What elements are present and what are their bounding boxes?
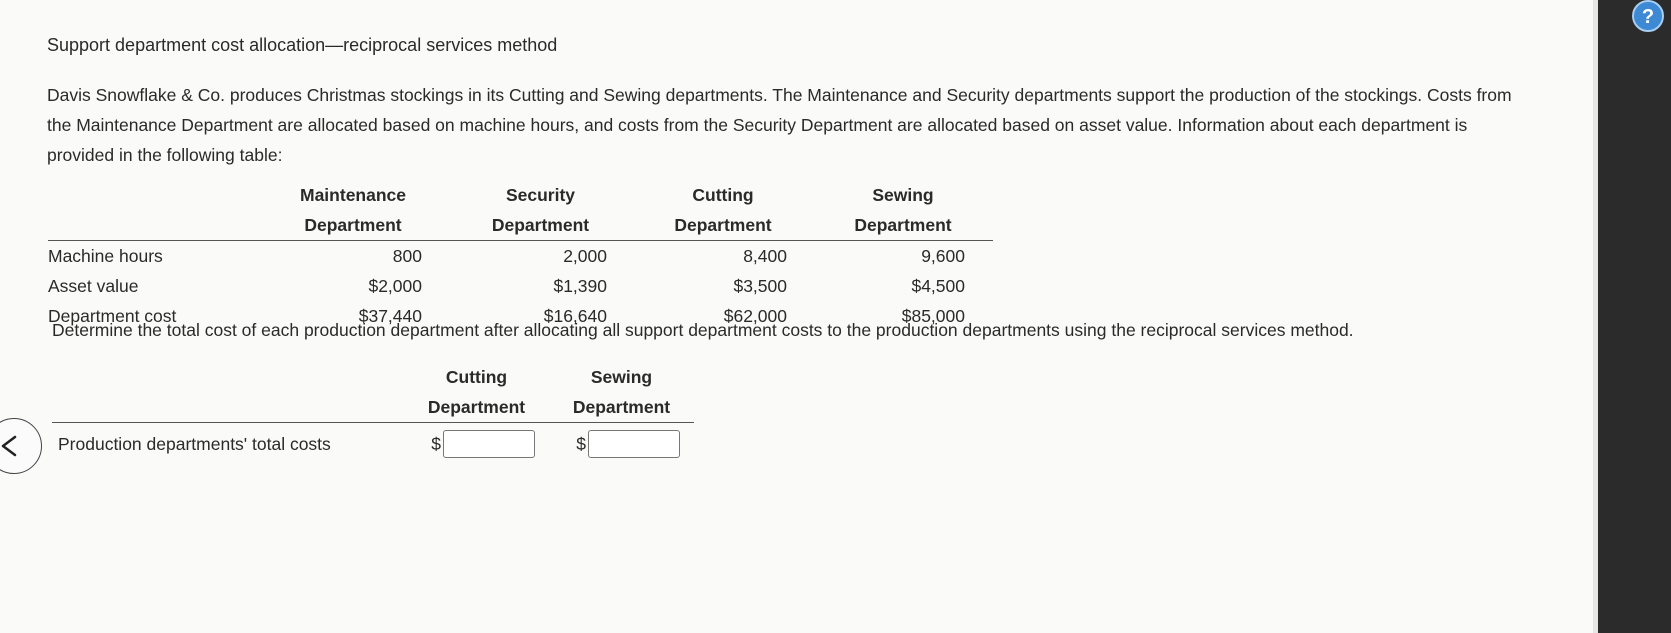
help-button[interactable] — [1632, 0, 1664, 32]
answer-cell-cutting — [404, 423, 549, 466]
row-label: Asset value — [48, 275, 139, 296]
question-text: Determine the total cost of each production department after allocating all support department costs to the production departments using the reciprocal services method. — [52, 320, 1354, 340]
answer-table — [52, 362, 694, 465]
dollar-sign: $ — [431, 433, 441, 454]
table-cell: $85,000 — [901, 305, 965, 326]
answer-header-cutting: Cutting Department — [404, 362, 549, 423]
answer-header-row — [52, 362, 694, 423]
question-mark-icon: ? — [1641, 6, 1655, 28]
answer-row-label: Production departments' total costs — [58, 433, 331, 454]
screen-bezel — [1598, 0, 1671, 633]
header-security: Security Department — [448, 180, 633, 241]
answer-cell-sewing — [549, 423, 694, 466]
header-sewing: Sewing Department — [813, 180, 993, 241]
header-blank — [48, 180, 258, 241]
table-cell: $1,390 — [553, 275, 607, 296]
department-info-table — [48, 180, 993, 331]
table-cell: $2,000 — [368, 275, 422, 296]
answer-header-sewing: Sewing Department — [549, 362, 694, 423]
dollar-sign: $ — [576, 433, 586, 454]
table-cell: 9,600 — [921, 245, 965, 266]
table-cell: 800 — [392, 245, 422, 266]
table-row — [48, 241, 993, 272]
cutting-total-cost-input[interactable] — [443, 430, 535, 458]
page-title: Support department cost allocation—reciprocal services method — [47, 35, 558, 55]
table-cell: $62,000 — [723, 305, 787, 326]
row-label: Machine hours — [48, 245, 163, 266]
table-cell: $3,500 — [733, 275, 787, 296]
table-cell: $4,500 — [911, 275, 965, 296]
table-cell: 2,000 — [563, 245, 607, 266]
table-row — [48, 271, 993, 301]
back-button[interactable] — [0, 418, 42, 474]
answer-row — [52, 423, 694, 466]
table-cell: 8,400 — [743, 245, 787, 266]
sewing-total-cost-input[interactable] — [588, 430, 680, 458]
problem-description: Davis Snowflake & Co. produces Christmas stockings in its Cutting and Sewing departments. The Maintenance and Security departments support the production of the stockings. Costs from the Maintenance Department are allocated based on machine hours, and costs from the Security Department are allocated based on asset value. Information about each department is provided in the following table: — [47, 85, 1512, 165]
header-maintenance: Maintenance Department — [258, 180, 448, 241]
header-cutting: Cutting Department — [633, 180, 813, 241]
table-header-row — [48, 180, 993, 241]
answer-header-blank — [52, 362, 404, 423]
chevron-left-icon — [0, 433, 23, 459]
row-label: Department cost — [48, 305, 177, 326]
table-cell: $16,640 — [543, 305, 607, 326]
table-cell: $37,440 — [358, 305, 422, 326]
